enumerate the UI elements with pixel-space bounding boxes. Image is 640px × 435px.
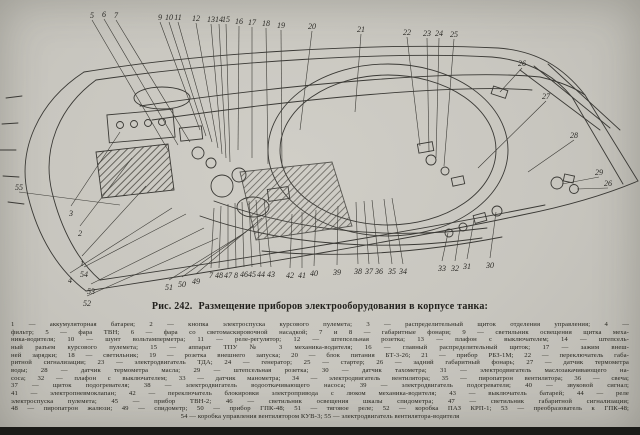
scan-edge-strip <box>0 427 640 435</box>
callout-number: 53 <box>87 287 95 296</box>
callout-leader-line <box>178 22 212 142</box>
callout-number: 41 <box>298 271 306 280</box>
callout-number: 11 <box>174 13 182 22</box>
figure-title: Размещение приборов электрооборудования в корпусе танка: <box>198 301 489 312</box>
callout-number: 14 <box>215 15 223 24</box>
callout-number: 42 <box>286 271 294 280</box>
callout-leader-line <box>281 30 282 168</box>
callout-number: 37 <box>365 267 373 276</box>
figure-label: Рис. 242. <box>151 301 193 312</box>
callout-number: 34 <box>399 267 407 276</box>
legend-line: ней зарядки; 18 — светильник; 19 — розетка внешнего запуска; 20 — блок питания БТ-3-26; 21 — прибор РБЗ-1М; 22 — переключатель габа- <box>11 351 629 359</box>
legend-line: ника-водителя; 10 — шунт вольтамперметра; 11 — реле-регулятор; 12 — штепсельная розетка; 13 — плафон с выключателем; 14 — штепсель- <box>11 336 629 344</box>
callout-number: 40 <box>310 269 318 278</box>
legend-line: воды; 28 — датчик термометра масла; 29 — штепсельная розетка; 30 — датчик тахометра; 31 — электродвигатель маслозакачивающего на- <box>11 366 629 374</box>
callout-number: 48 <box>215 271 223 280</box>
callout-number: 32 <box>451 264 459 273</box>
callout-leader-line <box>87 238 218 296</box>
callout-number: 22 <box>403 28 411 37</box>
callout-number: 24 <box>435 29 443 38</box>
callout-number: 39 <box>333 268 341 277</box>
legend-line: фильтр; 5 — фара ТВН; 6 — фара со светомаскировочной насадкой; 7 и 8 — габаритные фонари; 9 — светильник освещения щитка меха- <box>11 328 629 336</box>
callout-number: 19 <box>277 21 285 30</box>
callout-leader-line <box>500 68 522 92</box>
callout-leader-line <box>436 38 439 158</box>
callout-number: 18 <box>262 19 270 28</box>
callout-leader-line <box>116 20 190 142</box>
callout-leader-line <box>528 140 574 172</box>
callout-number: 10 <box>165 13 173 22</box>
callout-leader-line <box>372 200 379 264</box>
callout-number: 17 <box>248 18 256 27</box>
callout-number: 4 <box>68 276 72 285</box>
callout-number: 31 <box>463 262 471 271</box>
callout-number: 43 <box>267 270 275 279</box>
floor-plate <box>240 162 352 240</box>
callout-number: 54 <box>80 270 88 279</box>
callout-number: 30 <box>486 261 494 270</box>
callout-number: 38 <box>354 267 362 276</box>
callout-leader-line <box>577 188 608 189</box>
legend-line: ный разъем курсового пулемета; 15 — аппарат ТПУ № 3 механика-водителя; 16 — главный распределительный щиток; 17 — зажим внеш- <box>11 343 629 351</box>
legend-line: электроспуска пулемета; 45 — прибор ТВН-2; 46 — светильник освещения шкалы спидометра; 47 — светильник габаритной сигнализации; <box>11 397 629 405</box>
callout-leader-line <box>444 39 454 166</box>
legend-line: 37 — щиток подогревателя; 38 — электродвигатель водооткачивающего насоса; 39 — электродвигатель подогревателя; 40 — звуковой сигнал; <box>11 382 629 390</box>
callout-number: 52 <box>83 299 91 308</box>
figure-caption <box>0 301 640 312</box>
callout-number: 50 <box>178 280 186 289</box>
callout-leader-line <box>478 101 546 168</box>
callout-leader-line <box>211 24 222 154</box>
callout-number: 44 <box>257 270 265 279</box>
callout-leader-line <box>266 28 268 164</box>
callout-leader-line <box>300 31 312 130</box>
callout-number: 35 <box>388 267 396 276</box>
callout-leader-line <box>169 22 206 136</box>
callout-number: 3 <box>69 209 73 218</box>
callout-leader-line <box>70 208 172 273</box>
callout-number: 20 <box>308 22 316 31</box>
callout-leader-line <box>160 22 200 130</box>
callout-number: 8 <box>234 271 238 280</box>
callout-number: 7 <box>114 11 118 20</box>
callout-leader-line <box>196 23 218 148</box>
callout-number: 26 <box>604 179 612 188</box>
legend-line: соса; 32 — плафон с выключателем; 33 — датчик манометра; 34 — электродвигатель вентилятора; 35 — пиропатрон вентилятора; 36 — свеча; <box>11 374 629 382</box>
figure-legend <box>11 321 629 421</box>
callout-number: 9 <box>158 13 162 22</box>
callout-number: 51 <box>165 283 173 292</box>
callout-leader-line <box>104 19 178 145</box>
callout-number: 15 <box>222 15 230 24</box>
callout-leader-line <box>238 26 239 150</box>
callout-number: 21 <box>357 25 365 34</box>
callout-number: 1 <box>80 259 84 268</box>
callout-number: 12 <box>192 14 200 23</box>
callout-number: 27 <box>542 92 550 101</box>
callout-leader-line <box>219 24 226 158</box>
callout-number: 7 <box>209 271 213 280</box>
legend-line: 48 — пиропатрон жалюзи; 49 — спидометр; 50 — прибор ГПК-48; 51 — тяговое реле; 52 — коробка ПАЗ КРП-1; 53 — преобразователь к ГПК-48; <box>11 405 629 413</box>
callout-number: 2 <box>78 229 82 238</box>
callout-leader-line <box>490 212 496 258</box>
callout-number: 33 <box>438 264 446 273</box>
legend-line: 1 — аккумуляторная батарея; 2 — кнопка электроспуска курсового пулемета; 3 — распределительный щиток отделения управления; 4 — <box>11 321 629 328</box>
callout-number: 5 <box>90 11 94 20</box>
callout-number: 45 <box>248 270 256 279</box>
callout-number: 26 <box>518 59 526 68</box>
callout-number: 28 <box>570 131 578 140</box>
callout-number: 16 <box>235 17 243 26</box>
callout-leader-line <box>226 24 230 162</box>
callout-number: 29 <box>595 168 603 177</box>
legend-line: 54 — коробка управления вентилятором КУВ-3; 55 — электродвигатель вентилятора-водителя <box>180 412 460 420</box>
callout-number: 6 <box>102 10 106 19</box>
callout-number: 49 <box>192 277 200 286</box>
callout-leader-line <box>355 34 361 112</box>
callout-number: 47 <box>224 271 232 280</box>
callout-leader-line <box>92 20 168 150</box>
legend-line: ритной сигнализации; 23 — электродвигатель ТДА; 24 — генератор; 25 — стартер; 26 — задний габаритный фонарь; 27 — датчик термометра <box>11 359 629 367</box>
callout-number: 46 <box>240 270 248 279</box>
callout-leader-line <box>235 203 236 268</box>
legend-line: 41 — электропневмоклапан; 42 — переключатель блокировки электропривода с люком механика-водителя; 43 — выключатель батарей; 44 — реле <box>11 389 629 397</box>
callout-number: 23 <box>423 29 431 38</box>
callout-leader-line <box>562 177 599 184</box>
callout-number: 25 <box>450 30 458 39</box>
callout-leader-line <box>219 206 221 268</box>
callout-number: 13 <box>207 15 215 24</box>
callout-number: 36 <box>375 267 383 276</box>
callout-leader-line <box>392 198 403 264</box>
callout-leader-line <box>384 199 392 264</box>
callout-number: 55 <box>15 183 23 192</box>
